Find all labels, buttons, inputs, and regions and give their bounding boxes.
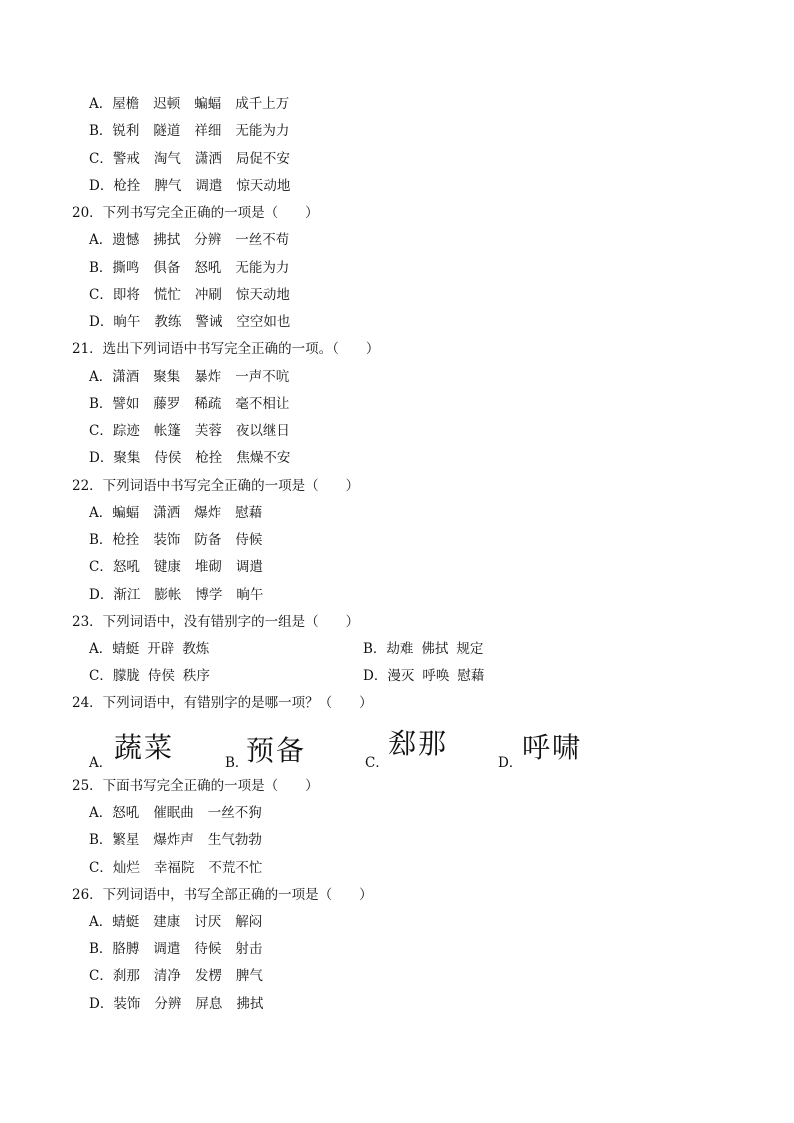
option-word: 一声不吭 (235, 369, 290, 385)
q20-option-d (89, 314, 304, 330)
option-label: A． (89, 96, 113, 112)
option-label: C． (89, 287, 113, 303)
q19-option-b (89, 123, 303, 139)
option-label: B． (363, 641, 387, 657)
option-word: 侍侯 (154, 450, 182, 466)
option-label: C． (89, 968, 113, 984)
option-word: 膨帐 (154, 587, 182, 603)
option-word: 慰藉 (457, 668, 485, 684)
option-word: 待候 (194, 941, 222, 957)
option-word: 惊天动地 (236, 178, 291, 194)
option-word: 怒吼 (112, 805, 140, 821)
option-word: 锐利 (112, 123, 140, 139)
q21-option-c (89, 423, 304, 439)
handwritten-word: 蔬菜 (114, 731, 175, 764)
q21-option-d (89, 450, 304, 466)
option-word: 晌午 (236, 587, 264, 603)
option-word: 规定 (456, 641, 484, 657)
option-word: 拂拭 (153, 232, 181, 248)
option-word: 调遣 (195, 178, 223, 194)
option-word: 怒吼 (194, 260, 222, 276)
option-word: 无能为力 (235, 123, 290, 139)
option-word: 稀疏 (194, 396, 222, 412)
option-word: 隧道 (153, 123, 181, 139)
option-label: A． (89, 505, 113, 521)
q26-option-a (89, 914, 276, 930)
option-word: 屏息 (195, 996, 223, 1012)
q21-option-b (89, 396, 303, 412)
q26-stem: 26．下列词语中，书写全部正确的一项是（ ） (72, 887, 373, 903)
option-label: D． (363, 668, 388, 684)
option-word: 枪拴 (113, 178, 141, 194)
option-word: 讨厌 (194, 914, 222, 930)
option-label: B． (225, 755, 249, 771)
q25-option-b (89, 832, 276, 848)
option-word: 一丝不狗 (207, 805, 262, 821)
option-word: 芙蓉 (194, 423, 222, 439)
option-word: 晌午 (113, 314, 141, 330)
option-label: C． (89, 559, 113, 575)
option-label: B． (89, 532, 113, 548)
q25-option-c (89, 860, 276, 876)
option-word: 装饰 (153, 532, 181, 548)
option-word: 慌忙 (153, 287, 181, 303)
option-label: D． (89, 450, 114, 466)
option-word: 清净 (153, 968, 181, 984)
option-word: 枪拴 (195, 450, 223, 466)
handwritten-word: 呼啸 (522, 731, 583, 764)
option-word: 漫灭 (387, 668, 415, 684)
option-label: B． (89, 396, 113, 412)
option-word: 佛拭 (421, 641, 449, 657)
option-word: 潇酒 (112, 369, 140, 385)
option-word: 焦燥不安 (236, 450, 291, 466)
q21-option-a (89, 369, 303, 385)
option-word: 潇洒 (153, 505, 181, 521)
option-word: 装饰 (113, 996, 141, 1012)
option-word: 脾气 (154, 178, 182, 194)
q22-option-c (89, 559, 277, 575)
option-label: B． (89, 123, 113, 139)
q25-stem: 25．下面书写完全正确的一项是（ ） (72, 778, 319, 794)
option-label: A． (89, 805, 113, 821)
option-word: 爆炸声 (153, 832, 194, 848)
option-word: 夜以继日 (235, 423, 290, 439)
option-word: 警戒 (112, 151, 140, 167)
option-label: A． (89, 914, 113, 930)
option-word: 潇洒 (194, 151, 222, 167)
q23-option-d (363, 668, 492, 684)
option-word: 遗憾 (112, 232, 140, 248)
option-word: 教练 (154, 314, 182, 330)
q19-option-d (89, 178, 304, 194)
option-label: A． (89, 641, 113, 657)
option-word: 即将 (112, 287, 140, 303)
q21-stem: 21．选出下列词语中书写完全正确的一项。（ ） (72, 341, 380, 357)
option-label: D． (498, 755, 523, 771)
option-word: 调遣 (235, 559, 263, 575)
option-word: 淘气 (153, 151, 181, 167)
q22-option-a (89, 505, 276, 521)
option-word: 慰藉 (235, 505, 263, 521)
option-word: 踪迹 (112, 423, 140, 439)
option-word: 繁星 (112, 832, 140, 848)
q20-option-c (89, 287, 304, 303)
option-word: 灿烂 (112, 860, 140, 876)
q26-option-d (89, 996, 277, 1012)
q25-option-a (89, 805, 276, 821)
option-word: 刹那 (112, 968, 140, 984)
option-word: 催眠曲 (153, 805, 194, 821)
option-word: 蜻蜓 (112, 641, 140, 657)
q23-option-c (89, 668, 218, 684)
option-word: 一丝不苟 (235, 232, 290, 248)
option-word: 解闷 (235, 914, 263, 930)
option-word: 胳膊 (112, 941, 140, 957)
q20-option-a (89, 232, 303, 248)
option-label: C． (365, 755, 389, 771)
q19-option-a (89, 96, 303, 112)
option-word: 聚集 (113, 450, 141, 466)
option-word: 侍侯 (147, 668, 175, 684)
option-word: 不荒不忙 (208, 860, 263, 876)
option-word: 博学 (195, 587, 223, 603)
option-word: 生气勃勃 (207, 832, 262, 848)
option-word: 迟顿 (153, 96, 181, 112)
option-word: 蝙蝠 (194, 96, 222, 112)
q22-option-d (89, 587, 277, 603)
option-word: 枪拴 (112, 532, 140, 548)
q26-option-b (89, 941, 276, 957)
option-word: 毫不相让 (235, 396, 290, 412)
option-word: 聚集 (153, 369, 181, 385)
q19-option-c (89, 151, 304, 167)
option-word: 脾气 (235, 968, 263, 984)
option-word: 建康 (153, 914, 181, 930)
option-label: A． (89, 755, 113, 771)
option-word: 怒吼 (112, 559, 140, 575)
option-word: 警诫 (195, 314, 223, 330)
option-word: 譬如 (112, 396, 140, 412)
q26-option-c (89, 968, 277, 984)
option-word: 开辟 (147, 641, 175, 657)
option-word: 惊天动地 (235, 287, 290, 303)
option-word: 键康 (153, 559, 181, 575)
option-word: 成千上万 (235, 96, 290, 112)
option-word: 发楞 (194, 968, 222, 984)
option-word: 防备 (194, 532, 222, 548)
option-label: A． (89, 369, 113, 385)
option-word: 俱备 (153, 260, 181, 276)
option-label: A． (89, 232, 113, 248)
option-word: 分辨 (154, 996, 182, 1012)
option-word: 调遣 (153, 941, 181, 957)
q20-stem: 20．下列书写完全正确的一项是（ ） (72, 205, 319, 221)
q20-option-b (89, 260, 303, 276)
handwritten-word: 郄那 (388, 727, 449, 760)
q22-option-b (89, 532, 276, 548)
option-label: B． (89, 941, 113, 957)
q23-stem: 23．下列词语中，没有错别字的一组是（ ） (72, 614, 360, 630)
option-word: 侍候 (235, 532, 263, 548)
option-label: D． (89, 314, 114, 330)
option-word: 祥细 (194, 123, 222, 139)
option-label: D． (89, 587, 114, 603)
option-word: 暴炸 (194, 369, 222, 385)
option-word: 拂拭 (236, 996, 264, 1012)
option-word: 帐篷 (153, 423, 181, 439)
option-word: 无能为力 (235, 260, 290, 276)
option-word: 堆砌 (194, 559, 222, 575)
option-label: C． (89, 423, 113, 439)
option-word: 劫难 (386, 641, 414, 657)
option-word: 渐江 (113, 587, 141, 603)
option-label: C． (89, 151, 113, 167)
option-word: 教炼 (182, 641, 210, 657)
option-word: 空空如也 (236, 314, 291, 330)
option-label: B． (89, 260, 113, 276)
option-word: 蜻蜓 (112, 914, 140, 930)
q23-option-a (89, 641, 217, 657)
option-label: B． (89, 832, 113, 848)
option-word: 撕鸣 (112, 260, 140, 276)
handwritten-word: 预备 (246, 734, 307, 767)
option-word: 幸福院 (153, 860, 195, 876)
option-word: 分辨 (194, 232, 222, 248)
option-word: 局促不安 (235, 151, 290, 167)
option-label: C． (89, 668, 113, 684)
option-word: 藤罗 (153, 396, 181, 412)
option-word: 爆炸 (194, 505, 222, 521)
option-word: 射击 (235, 941, 263, 957)
option-word: 呼唤 (422, 668, 450, 684)
option-word: 秩序 (182, 668, 210, 684)
q24-stem: 24．下列词语中，有错别字的是哪一项？（ ） (72, 695, 373, 711)
option-label: D． (89, 178, 114, 194)
option-word: 蝙蝠 (112, 505, 140, 521)
q22-stem: 22．下列词语中书写完全正确的一项是（ ） (72, 478, 360, 494)
option-word: 冲刷 (194, 287, 222, 303)
option-label: C． (89, 860, 113, 876)
q23-option-b (363, 641, 491, 657)
option-word: 朦胧 (112, 668, 140, 684)
option-label: D． (89, 996, 114, 1012)
option-word: 屋檐 (112, 96, 140, 112)
